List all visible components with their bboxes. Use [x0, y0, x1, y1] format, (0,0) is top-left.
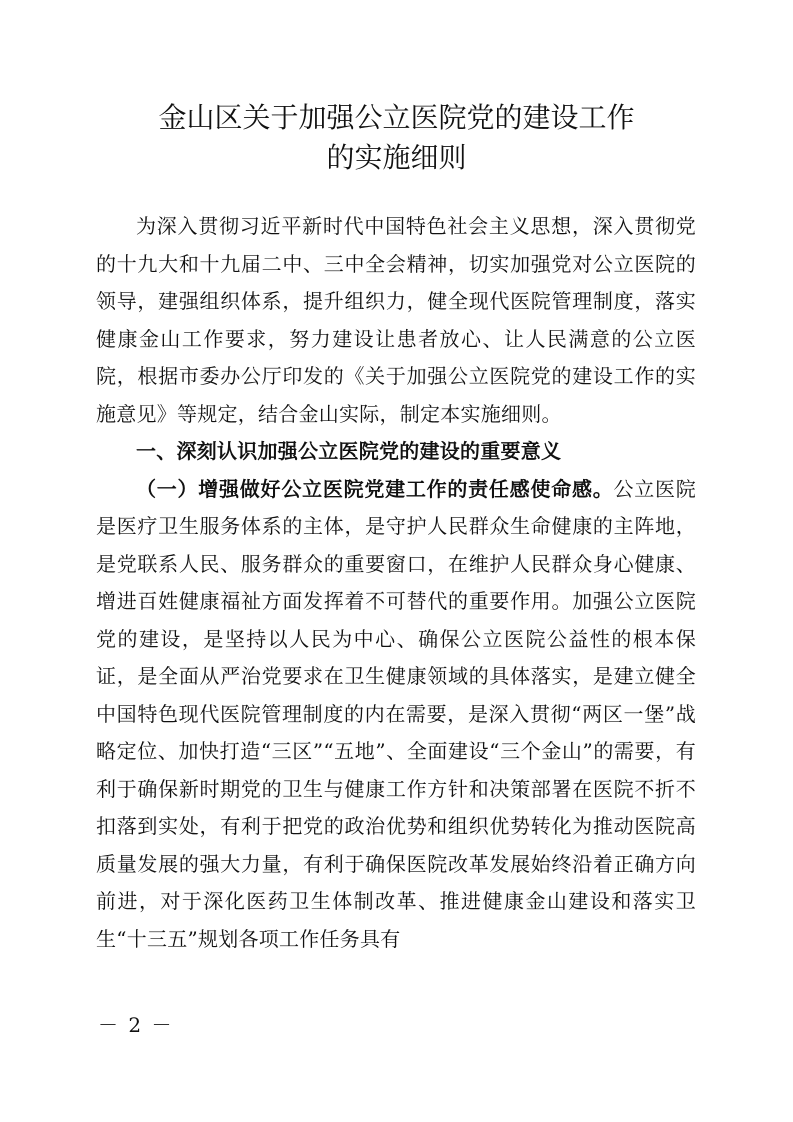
section-heading: 一、深刻认识加强公立医院党的建设的重要意义 [136, 439, 562, 463]
subsection-body: 公立医院是医疗卫生服务体系的主体，是守护人民群众生命健康的主阵地，是党联系人民、服务群众的重要窗口，在维护人民群众身心健康、增进百姓健康福祉方面发挥着不可替代的重要作用。加强公立医院党的建设，是坚持以人民为中心、确保公立医院公益性的根本保证，是全面从严治党要求在卫生健康领域的具体落实，是建立健全中国特色现代医院管理制度的内在需要，是深入贯彻“两区一堡”战略定位、加快打造“三区”“五地”、全面建设“三个金山”的需要，有利于确保新时期党的卫生与健康工作方针和决策部署在医院不折不扣落到实处，有利于把党的政治优势和组织优势转化为推动医院高质量发展的强大力量，有利于确保医院改革发展始终沿着正确方向前进，对于深化医药卫生体制改革、推进健康金山建设和落实卫生“十三五”规划各项工作任务具有 [96, 476, 697, 951]
intro-paragraph: 为深入贯彻习近平新时代中国特色社会主义思想，深入贯彻党的十九大和十九届二中、三中全会精神，切实加强党对公立医院的领导，建强组织体系，提升组织力，健全现代医院管理制度，落实健康金山工作要求，努力建设让患者放心、让人民满意的公立医院，根据市委办公厅印发的《关于加强公立医院党的建设工作的实施意见》等规定，结合金山实际，制定本实施细则。 [96, 214, 696, 426]
document-body [96, 208, 696, 958]
page-number: － 2 － [98, 1013, 174, 1037]
subsection-paragraph [96, 471, 696, 959]
document-title-line-2: 的实施细则 [326, 141, 467, 174]
document-title-line-1: 金山区关于加强公立医院党的建设工作 [158, 101, 635, 134]
subsection-heading: （一）增强做好公立医院党建工作的责任感使命感。 [136, 476, 614, 501]
